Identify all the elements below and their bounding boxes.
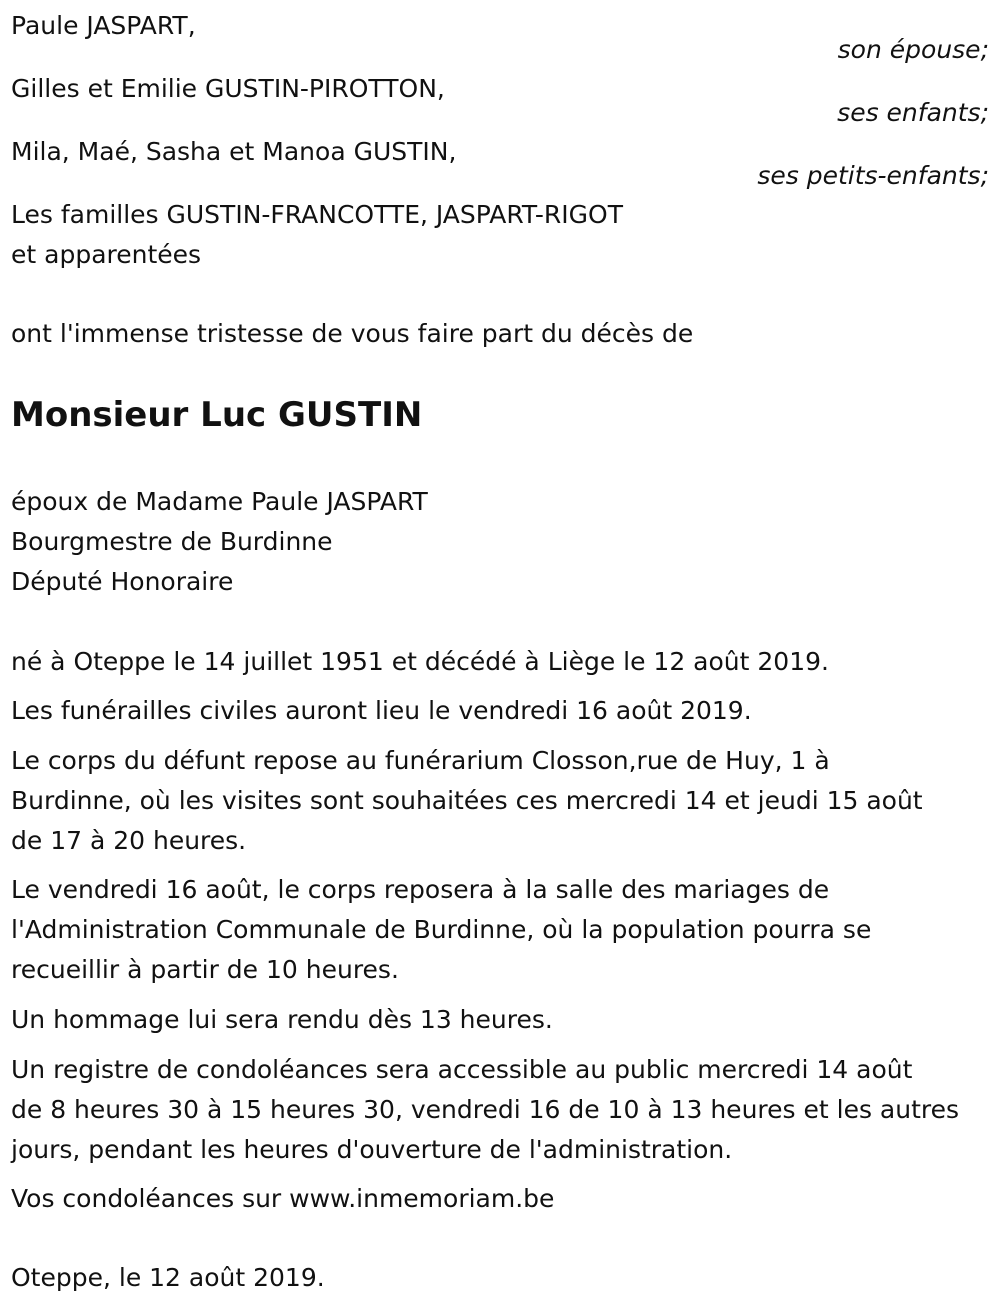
title-deputy: Député Honoraire	[11, 567, 234, 596]
family-role-children: ses enfants;	[837, 98, 989, 127]
title-mayor: Bourgmestre de Burdinne	[11, 527, 333, 556]
friday-line-3: recueillir à partir de 10 heures.	[11, 955, 399, 984]
friday-line-1: Le vendredi 16 août, le corps reposera à la salle des mariages de	[11, 875, 830, 904]
tribute-text: Un hommage lui sera rendu dès 13 heures.	[11, 1005, 553, 1034]
family-name-grandchildren: Mila, Maé, Sasha et Manoa GUSTIN,	[11, 137, 457, 166]
repose-line-1: Le corps du défunt repose au funérarium Closson,rue de Huy, 1 à	[11, 746, 830, 775]
funeral-text: Les funérailles civiles auront lieu le vendredi 16 août 2019.	[11, 696, 752, 725]
repose-line-2: Burdinne, où les visites sont souhaitées ces mercredi 14 et jeudi 15 août	[11, 786, 923, 815]
birth-death-text: né à Oteppe le 14 juillet 1951 et décédé à Liège le 12 août 2019.	[11, 647, 829, 676]
register-line-2: de 8 heures 30 à 15 heures 30, vendredi 16 de 10 à 13 heures et les autres	[11, 1095, 960, 1124]
family-role-spouse: son épouse;	[837, 35, 989, 64]
register-line-3: jours, pendant les heures d'ouverture de l'administration.	[11, 1135, 733, 1164]
families-line-2: et apparentées	[11, 240, 202, 269]
friday-line-2: l'Administration Communale de Burdinne, où la population pourra se	[11, 915, 872, 944]
deceased-name: Monsieur Luc GUSTIN	[11, 395, 423, 435]
register-line-1: Un registre de condoléances sera accessible au public mercredi 14 août	[11, 1055, 913, 1084]
title-spouse-of: époux de Madame Paule JASPART	[11, 487, 428, 516]
families-line-1: Les familles GUSTIN-FRANCOTTE, JASPART-RIGOT	[11, 200, 623, 229]
family-name-spouse: Paule JASPART,	[11, 11, 196, 40]
announcement-text: ont l'immense tristesse de vous faire part du décès de	[11, 319, 694, 348]
repose-line-3: de 17 à 20 heures.	[11, 826, 247, 855]
closing-place-date: Oteppe, le 12 août 2019.	[11, 1263, 325, 1292]
family-role-grandchildren: ses petits-enfants;	[757, 161, 989, 190]
family-name-children: Gilles et Emilie GUSTIN-PIROTTON,	[11, 74, 445, 103]
condolences-text: Vos condoléances sur www.inmemoriam.be	[11, 1184, 555, 1213]
